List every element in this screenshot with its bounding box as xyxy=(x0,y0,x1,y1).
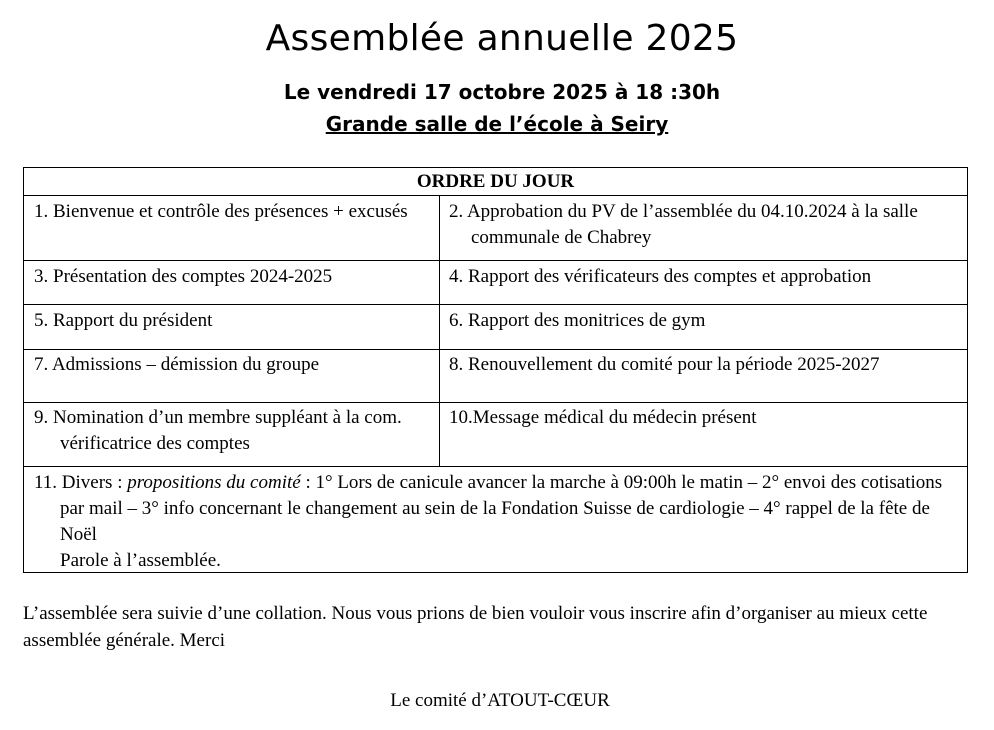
agenda-item-10: 10.Message médical du médecin présent xyxy=(449,407,757,428)
event-date: Le vendredi 17 octobre 2025 à 18 :30h xyxy=(283,80,721,104)
agenda-item-6: 6. Rapport des monitrices de gym xyxy=(449,310,706,331)
agenda-item-8: 8. Renouvellement du comité pour la période 2025-2027 xyxy=(449,354,880,375)
agenda-item-3: 3. Présentation des comptes 2024-2025 xyxy=(34,266,333,287)
item-11-italic: propositions du comité xyxy=(127,472,301,493)
item-11-body: : 1° Lors de canicule avancer la marche à 09:00h le matin – 2° envoi des cotisations par mail – 3° info concernant le changement au sein de la Fondation Suisse de cardiologie – 4° rappel de la fête de Noël xyxy=(60,472,943,545)
row-divider xyxy=(24,402,967,403)
row-divider xyxy=(24,466,967,467)
item-11-closing: Parole à l’assemblée. xyxy=(60,550,221,571)
event-location: Grande salle de l’école à Seiry xyxy=(325,112,669,136)
agenda-table xyxy=(23,167,968,573)
agenda-item-2: 2. Approbation du PV de l’assemblée du 04.10.2024 à la salle communale de Chabrey xyxy=(449,201,918,248)
row-divider xyxy=(24,260,967,261)
agenda-heading: ORDRE DU JOUR xyxy=(416,171,575,192)
row-divider xyxy=(24,304,967,305)
agenda-item-9: 9. Nomination d’un membre suppléant à la com. vérificatrice des comptes xyxy=(34,407,402,454)
collation-note: L’assemblée sera suivie d’une collation. Nous vous prions de bien vouloir vous inscrire afin d’organiser au mieux cette assemblée générale. Merci xyxy=(23,603,928,651)
agenda-item-5: 5. Rapport du président xyxy=(34,310,213,331)
agenda-item-4: 4. Rapport des vérificateurs des comptes et approbation xyxy=(449,266,872,287)
item-11-text xyxy=(34,470,949,548)
row-divider xyxy=(24,195,967,196)
signature: Le comité d’ATOUT-CŒUR xyxy=(390,690,610,711)
agenda-item-7: 7. Admissions – démission du groupe xyxy=(34,354,320,375)
agenda-item-11 xyxy=(34,470,949,574)
item-11-prefix: 11. Divers : xyxy=(34,472,128,493)
row-divider xyxy=(24,349,967,350)
agenda-item-1: 1. Bienvenue et contrôle des présences + excusés xyxy=(34,201,408,222)
page-title: Assemblée annuelle 2025 xyxy=(265,18,739,59)
